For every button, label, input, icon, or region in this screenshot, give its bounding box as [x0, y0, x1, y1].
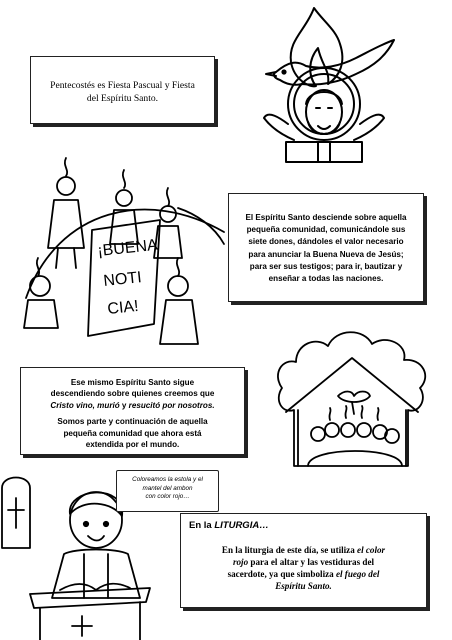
spirit-line-1: El Espíritu Santo desciende sobre aquella	[245, 213, 407, 222]
liturgy-line-2-b: para el altar y las vestiduras del	[248, 557, 375, 567]
continuation-box	[20, 367, 245, 455]
sign-line-3: CIA!	[106, 297, 140, 318]
liturgy-heading-word: LITURGIA…	[214, 520, 269, 531]
continue-line-1: Ese mismo Espíritu Santo sigue	[70, 378, 195, 387]
spirit-line-3: siete dones, dándoles el valor necesario	[248, 237, 404, 247]
liturgy-line-4	[189, 580, 418, 592]
sign-line-1: ¡BUENA	[96, 236, 159, 260]
title-line-2: del Espíritu Santo.	[86, 93, 159, 104]
continue-line-4: Somos parte y continuación de aquella	[57, 417, 208, 427]
spirit-line-6: enseñar a todas las naciones.	[268, 274, 384, 284]
title-line-1: Pentecostés es Fiesta Pascual y Fiesta	[50, 80, 195, 91]
note-line-3: con color rojo…	[145, 493, 190, 501]
liturgy-line-3	[189, 568, 418, 580]
liturgy-heading	[189, 520, 418, 531]
coloring-note	[116, 470, 219, 512]
and-word: y	[119, 400, 129, 410]
continue-line-2: descendiendo sobre quienes creemos que	[50, 389, 215, 399]
liturgy-line-4-a: Espíritu Santo.	[275, 581, 332, 591]
liturgy-line-1	[189, 544, 418, 556]
church-community-illustration	[268, 318, 434, 470]
continue-line-3	[25, 400, 240, 411]
title-box	[30, 56, 215, 124]
liturgy-heading-prefix: En la	[189, 520, 215, 531]
christ-phrase: Cristo vino, murió	[50, 400, 120, 410]
liturgy-line-2	[189, 556, 418, 568]
spirit-line-2: pequeña comunidad, comunicándole sus	[246, 225, 406, 235]
liturgy-line-3-b: el fuego del	[335, 569, 380, 579]
spirit-line-4: para anunciar la Buena Nueva de Jesús;	[248, 249, 404, 259]
disciples-illustration	[18, 148, 228, 358]
spirit-description-box	[228, 193, 424, 302]
note-line-2: mantel del ambon	[142, 484, 193, 492]
continue-line-6: extendida por el mundo.	[85, 440, 180, 450]
spirit-line-5: para ser sus testigos; para ir, bautizar y	[249, 261, 403, 271]
liturgy-body	[189, 544, 418, 592]
liturgy-line-2-a: rojo	[232, 557, 249, 567]
continue-line-5: pequeña comunidad que ahora está	[63, 428, 202, 438]
resurrection-phrase: resucitó por nosotros.	[128, 400, 215, 410]
sign-line-2: NOTI	[102, 269, 143, 290]
liturgy-line-3-a: sacerdote, ya que simboliza	[227, 569, 336, 579]
liturgy-line-1-a: En la liturgia de este día, se utiliza	[221, 545, 358, 555]
liturgy-box	[180, 513, 427, 608]
liturgy-line-1-b: el color	[357, 545, 386, 555]
note-line-1: Coloreamos la estola y el	[132, 476, 203, 483]
dove-jesus-illustration	[236, 0, 436, 180]
